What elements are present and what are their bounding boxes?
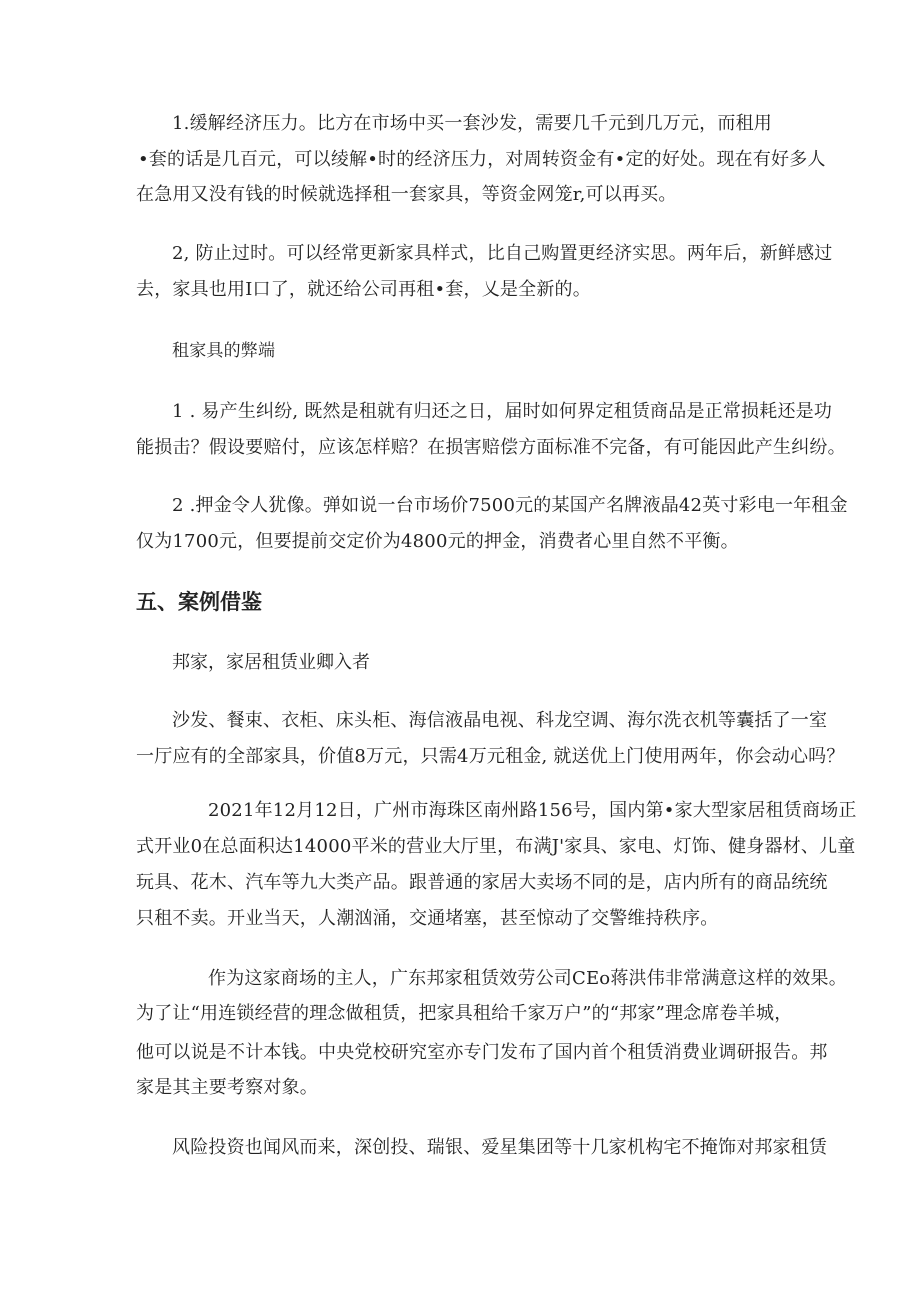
paragraph-line: 能损击？假设要赔付，应该怎样赔？在损害赔偿方面标准不完备，有可能因此产生纠纷。 xyxy=(136,437,846,458)
paragraph-line: 只租不卖。开业当天，人潮汹涌，交通堵塞，甚至惊动了交警维持秩序。 xyxy=(136,908,719,929)
paragraph-line: 式开业0在总面积达14000平米的营业大厅里，布满J'家具、家电、灯饰、健身器材、儿童 xyxy=(136,836,856,857)
paragraph-line: 家是其主要考察对象。 xyxy=(136,1077,318,1098)
paragraph-line: 为了让“用连锁经营的理念做租赁，把家具租给千家万户”的“邦家”理念席卷羊城， xyxy=(136,1003,793,1024)
paragraph-line: 玩具、花木、汽车等九大类产品。跟普通的家居大卖场不同的是，店内所有的商品统统 xyxy=(136,872,828,893)
paragraph-line: 去，家具也用I口了，就还给公司再租•套，乂是全新的。 xyxy=(136,279,591,300)
paragraph-line: 在急用又没有钱的时候就选择租一套家具，等资金网笼r,可以再买。 xyxy=(136,184,677,205)
paragraph-line: 2 .押金令人犹像。弹如说一台市场价7500元的某国产名牌液晶42英寸彩电一年租金 xyxy=(172,495,848,516)
section-heading: 五、案例借鉴 xyxy=(136,590,262,614)
paragraph-line: 沙发、餐束、衣柜、床头柜、海信液晶电视、科龙空调、海尔洗衣机等囊括了一室 xyxy=(172,710,828,731)
paragraph-line: 1 . 易产生纠纷, 既然是租就有归还之日，届时如何界定租赁商品是正常损耗还是功 xyxy=(172,401,833,422)
paragraph-line: 1.缓解经济压力。比方在市场中买一套沙发，需要几千元到几万元，而租用 xyxy=(172,113,772,134)
paragraph-line: 风险投资也闻风而来，深创投、瑞银、爱星集团等十几家机构宅不掩饰对邦家租赁 xyxy=(172,1137,828,1158)
paragraph-line: 一厅应有的全部家具，价值8万元，只需4万元租金, 就送优上门使用两年，你会动心吗？ xyxy=(136,746,845,767)
paragraph-line: 他可以说是不计本钱。中央党校研究室亦专门发布了国内首个租赁消费业调研报告。邦 xyxy=(136,1042,828,1063)
paragraph-line: •套的话是几百元，可以绫解•时的经济压力，对周转资金有•定的好处。现在有好多人 xyxy=(138,149,826,170)
article-subheading: 邦家，家居租赁业卿入者 xyxy=(172,652,370,673)
paragraph-line: 2, 防止过时。可以经常更新家具样式，比自己购置更经济实思。两年后，新鲜感过 xyxy=(172,243,833,264)
paragraph-line: 2021年12月12日，广州市海珠区南州路156号，国内第•家大型家居租赁商场正 xyxy=(208,800,857,821)
paragraph-line: 租家具的弊端 xyxy=(172,341,276,361)
paragraph-line: 作为这家商场的主人，广东邦家租赁效劳公司CEo蒋洪伟非常满意这样的效果。 xyxy=(208,968,847,989)
paragraph-line: 仅为1700元，但要提前交定价为4800元的押金，消费者心里自然不平衡。 xyxy=(136,531,739,552)
